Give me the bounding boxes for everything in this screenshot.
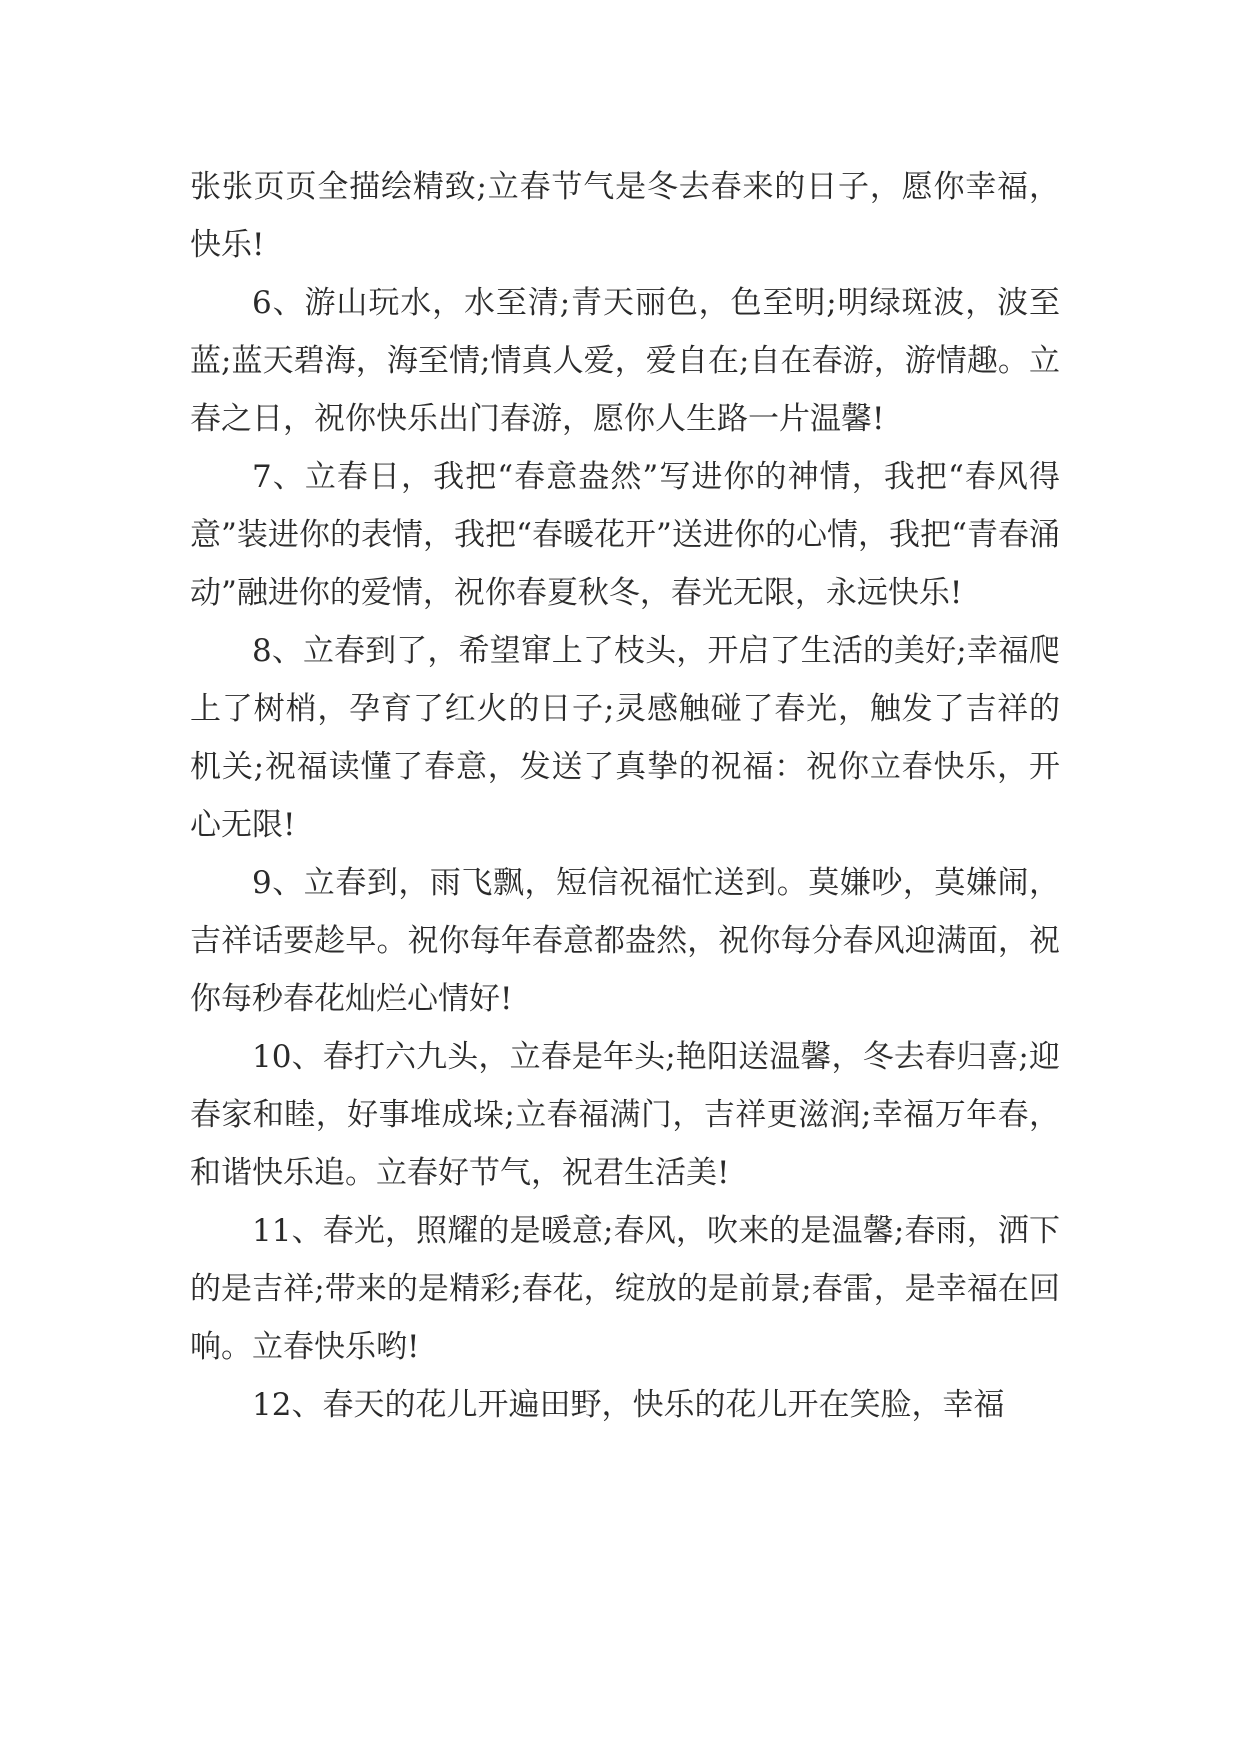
paragraph-6: 6、游山玩水，水至清;青天丽色，色至明;明绿斑波，波至蓝;蓝天碧海，海至情;情真人爱，爱自在;自在春游，游情趣。立春之日，祝你快乐出门春游，愿你人生路一片温馨! xyxy=(190,285,1060,437)
paragraph-8: 8、立春到了，希望窜上了枝头，开启了生活的美好;幸福爬上了树梢，孕育了红火的日子;灵感触碰了春光，触发了吉祥的机关;祝福读懂了春意，发送了真挚的祝福：祝你立春快乐，开心无限! xyxy=(190,633,1060,843)
paragraph-12: 12、春天的花儿开遍田野，快乐的花儿开在笑脸，幸福 xyxy=(252,1387,1005,1423)
document-body xyxy=(190,158,1060,1434)
paragraph-11: 11、春光，照耀的是暖意;春风，吹来的是温馨;春雨，洒下的是吉祥;带来的是精彩;春花，绽放的是前景;春雷，是幸福在回响。立春快乐哟! xyxy=(190,1213,1060,1365)
paragraph-continued: 张张页页全描绘精致;立春节气是冬去春来的日子，愿你幸福，快乐! xyxy=(190,169,1060,263)
paragraph-10: 10、春打六九头，立春是年头;艳阳送温馨，冬去春归喜;迎春家和睦，好事堆成垛;立春福满门，吉祥更滋润;幸福万年春，和谐快乐追。立春好节气，祝君生活美! xyxy=(190,1039,1060,1191)
paragraph-7: 7、立春日，我把“春意盎然”写进你的神情，我把“春风得意”装进你的表情，我把“春暖花开”送进你的心情，我把“青春涌动”融进你的爱情，祝你春夏秋冬，春光无限，永远快乐! xyxy=(190,459,1060,611)
paragraph-9: 9、立春到，雨飞飘，短信祝福忙送到。莫嫌吵，莫嫌闹，吉祥话要趁早。祝你每年春意都盎然，祝你每分春风迎满面，祝你每秒春花灿烂心情好! xyxy=(190,865,1060,1017)
